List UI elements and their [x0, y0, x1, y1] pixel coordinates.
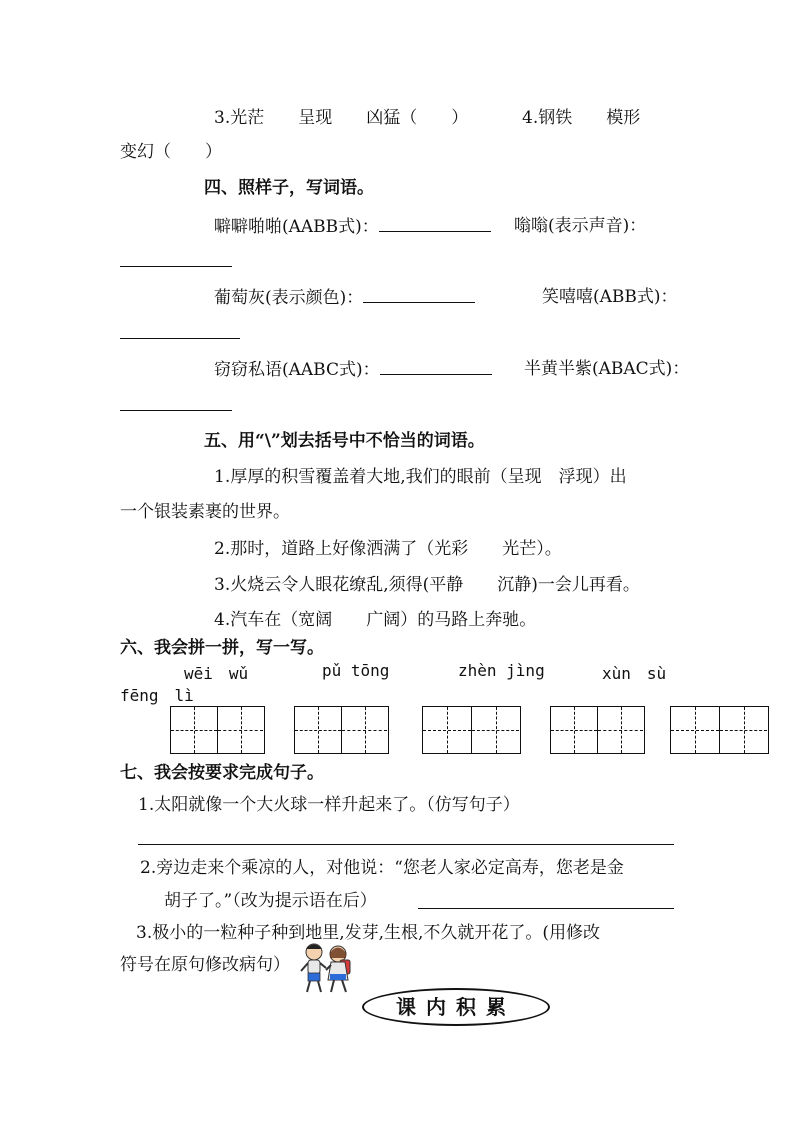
tianzige-box[interactable] [670, 706, 769, 754]
tianzige-box[interactable] [550, 706, 645, 754]
pinyin-1: wēi wǔ [184, 664, 249, 683]
sentence-3: 3.火烧云令人眼花缭乱,须得(平静 沉静)一会儿再看。 [214, 575, 640, 595]
sentence-1a: 1.厚厚的积雪覆盖着大地,我们的眼前（呈现 浮现）出 [214, 467, 627, 487]
question-3a: 3.极小的一粒种子种到地里,发芽,生根,不久就开花了。(用修改 [136, 923, 601, 943]
writing-cell[interactable] [719, 707, 767, 753]
tianzige-box[interactable] [170, 706, 265, 754]
writing-cell[interactable] [423, 707, 471, 753]
question-3b: 符号在原句修改病句） [120, 955, 290, 975]
answer-blank[interactable] [363, 286, 475, 303]
answer-blank[interactable] [120, 410, 232, 411]
question-2b-text: 胡子了。”（改为提示语在后） [164, 891, 377, 911]
sentence-4: 4.汽车在（宽阔 广阔）的马路上奔驰。 [214, 610, 537, 630]
question-2b [164, 890, 377, 912]
answer-blank[interactable] [120, 266, 232, 267]
item-4-continuation: 变幻（ ） [120, 142, 222, 162]
item-3-text: 3.光茫 呈现 凶猛（ ） [214, 108, 469, 128]
word-prompt-aabb-label: 噼噼啪啪(AABB式)： [214, 217, 379, 237]
tianzige-box[interactable] [294, 706, 389, 754]
writing-cell[interactable] [171, 707, 217, 753]
sentence-1b: 一个银装素裹的世界。 [120, 502, 290, 522]
answer-blank[interactable] [380, 358, 492, 375]
writing-cell[interactable] [671, 707, 719, 753]
section-banner: 课内积累 [362, 988, 550, 1026]
writing-cell[interactable] [217, 707, 263, 753]
writing-cell[interactable] [551, 707, 597, 753]
word-prompt-aabc-label: 窃窃私语(AABC式)： [214, 360, 380, 380]
answer-line[interactable] [138, 844, 674, 845]
tianzige-box[interactable] [422, 706, 521, 754]
section-6-heading: 六、我会拼一拼，写一写。 [120, 638, 324, 658]
word-prompt-color-label: 葡萄灰(表示颜色)： [214, 288, 364, 308]
answer-blank[interactable] [379, 215, 491, 232]
word-prompt-sound: 嗡嗡(表示声音)： [514, 216, 647, 236]
writing-cell[interactable] [295, 707, 341, 753]
section-4-heading: 四、照样子，写词语。 [204, 178, 374, 198]
answer-line[interactable] [418, 908, 674, 909]
question-1: 1.太阳就像一个大火球一样升起来了。（仿写句子） [138, 795, 520, 815]
pinyin-2: pǔ tōng [322, 661, 390, 680]
word-prompt-abac: 半黄半紫(ABAC式)： [524, 359, 690, 379]
section-5-heading: 五、用“\”划去括号中不恰当的词语。 [204, 431, 485, 451]
answer-blank[interactable] [120, 338, 240, 339]
question-2a: 2.旁边走来个乘凉的人，对他说：“您老人家必定高寿，您老是金 [140, 858, 624, 878]
writing-cell[interactable] [597, 707, 643, 753]
word-prompt-aabc [214, 358, 492, 381]
item-4-text: 4.钢铁 模形 [522, 108, 641, 128]
word-prompt-aabb [214, 215, 491, 238]
word-prompt-abb: 笑嘻嘻(ABB式)： [542, 287, 678, 307]
writing-cell[interactable] [471, 707, 519, 753]
section-7-heading: 七、我会按要求完成句子。 [120, 763, 324, 783]
pinyin-5: fēng lì [120, 686, 194, 705]
word-prompt-color [214, 286, 475, 309]
children-illustration-icon [296, 940, 358, 998]
writing-cell[interactable] [341, 707, 387, 753]
pinyin-3: zhèn jìng [458, 661, 545, 680]
sentence-2: 2.那时，道路上好像洒满了（光彩 光芒）。 [214, 539, 562, 559]
pinyin-4: xùn sù [602, 664, 667, 683]
